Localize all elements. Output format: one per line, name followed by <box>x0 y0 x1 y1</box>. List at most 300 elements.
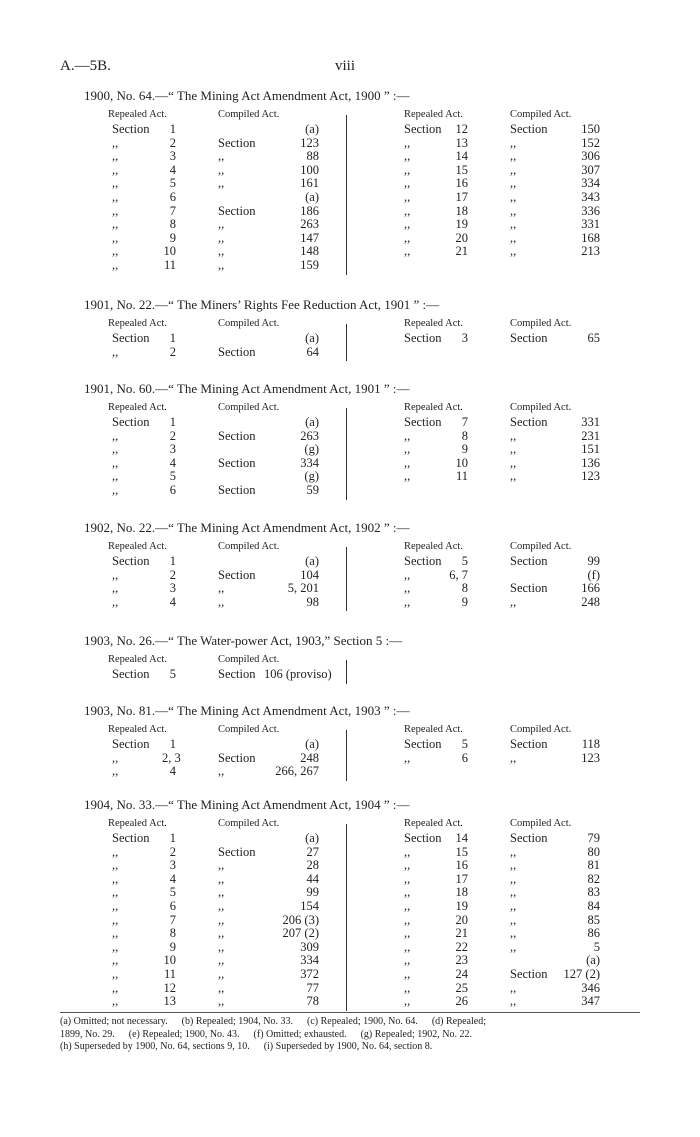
compiled-section-value: 123 <box>581 469 600 484</box>
compiled-section-value: 306 <box>581 149 600 164</box>
table-row <box>104 738 344 752</box>
compiled-section-value: 159 <box>300 257 319 272</box>
table-row <box>104 218 344 232</box>
table-row <box>402 873 632 887</box>
repealed-section-number: 13 <box>455 135 468 150</box>
compiled-section-value: 127 (2) <box>563 966 600 981</box>
compiled-section-value: 147 <box>300 230 319 245</box>
table-row <box>104 150 344 164</box>
right-half-table <box>402 818 632 1009</box>
compiled-section-value: 309 <box>300 939 319 954</box>
repealed-section-number: 21 <box>455 926 468 941</box>
compiled-section-label: Section <box>510 122 548 136</box>
left-half-table <box>104 541 344 609</box>
act-title: 1901, No. 22.—“ The Miners’ Rights Fee Reduction Act, 1901 ” :— <box>84 297 440 312</box>
compiled-section-value: 106 (proviso) <box>264 667 332 681</box>
column-divider <box>346 115 347 275</box>
repealed-section-label: ,, <box>112 257 119 272</box>
compiled-section-label: ,, <box>218 230 225 245</box>
compiled-section-label: ,, <box>510 885 517 900</box>
repealed-section-label: ,, <box>112 844 119 859</box>
repealed-section-number: 19 <box>455 217 468 232</box>
compiled-section-value: 334 <box>300 953 319 968</box>
column-divider <box>346 547 347 611</box>
compiled-section-label: ,, <box>510 149 517 164</box>
compiled-section-value: 186 <box>300 203 319 218</box>
compiled-section-value: 64 <box>306 344 319 359</box>
compiled-section-value: 152 <box>581 135 600 150</box>
repealed-section-number: 10 <box>163 244 176 259</box>
compiled-act-header: Compiled Act. <box>510 818 572 829</box>
table-row <box>104 137 344 151</box>
compiled-act-header: Compiled Act. <box>510 724 572 735</box>
compiled-section-value: 343 <box>581 189 600 204</box>
compiled-section-label: Section <box>510 581 548 596</box>
compiled-section-label: ,, <box>218 994 225 1009</box>
left-half-table <box>104 654 344 682</box>
compiled-section-value: 331 <box>581 415 600 429</box>
repealed-section-number: 7 <box>169 912 176 927</box>
footnote: (g) Repealed; 1902, No. 22. <box>360 1028 472 1040</box>
repealed-section-number: 12 <box>455 122 468 136</box>
repealed-section-number: 16 <box>455 858 468 873</box>
compiled-section-label: ,, <box>218 953 225 968</box>
compiled-section-label: ,, <box>218 581 225 596</box>
left-half-table <box>104 724 344 779</box>
compiled-act-header: Compiled Act. <box>510 402 572 413</box>
repealed-section-number: 8 <box>461 428 468 443</box>
compiled-section-value: (f) <box>587 567 600 582</box>
table-row <box>104 457 344 471</box>
act-title: 1904, No. 33.—“ The Mining Act Amendment Act, 1904 ” :— <box>84 797 410 812</box>
compiled-section-label: Section <box>218 844 256 859</box>
compiled-act-header: Compiled Act. <box>510 318 572 329</box>
compiled-section-value: 118 <box>581 737 600 751</box>
footnote-rule <box>60 1012 640 1013</box>
table-row <box>402 596 632 610</box>
repealed-section-number: 11 <box>163 966 176 981</box>
repealed-section-label: ,, <box>404 230 411 245</box>
table-row <box>402 416 632 430</box>
compiled-section-label: Section <box>218 344 256 359</box>
compiled-section-value: 206 (3) <box>282 912 319 927</box>
compiled-section-value: 331 <box>581 217 600 232</box>
compiled-section-label: ,, <box>218 149 225 164</box>
repealed-section-label: Section <box>404 554 442 568</box>
repealed-section-number: 20 <box>455 230 468 245</box>
compiled-section-value: 136 <box>581 455 600 470</box>
act-section <box>84 380 624 497</box>
compiled-section-value: 151 <box>581 442 600 457</box>
repealed-section-label: ,, <box>404 939 411 954</box>
repealed-section-label: ,, <box>404 844 411 859</box>
compiled-section-value: (a) <box>586 953 600 968</box>
repealed-section-label: ,, <box>112 455 119 470</box>
compiled-section-label: ,, <box>510 428 517 443</box>
repealed-section-label: ,, <box>112 469 119 484</box>
repealed-section-number: 1 <box>169 331 176 345</box>
table-row <box>402 859 632 873</box>
repealed-section-number: 21 <box>455 244 468 259</box>
repealed-section-label: Section <box>404 831 442 845</box>
footnote-line <box>60 1041 640 1054</box>
compiled-section-label: ,, <box>218 176 225 191</box>
compiled-section-value: 213 <box>581 244 600 259</box>
repealed-section-number: 2, 3 <box>162 750 181 765</box>
left-half-table <box>104 818 344 1009</box>
compiled-section-value: 88 <box>306 149 319 164</box>
table-row <box>402 430 632 444</box>
compiled-section-label: ,, <box>510 203 517 218</box>
compiled-section-value: (a) <box>305 415 319 429</box>
footnote-line <box>60 1029 640 1042</box>
repealed-section-number: 5 <box>461 554 468 568</box>
repealed-section-label: ,, <box>404 469 411 484</box>
repealed-section-label: ,, <box>404 594 411 609</box>
compiled-section-label: ,, <box>510 189 517 204</box>
column-divider <box>346 408 347 500</box>
table-row <box>402 846 632 860</box>
compiled-act-header: Compiled Act. <box>510 541 572 552</box>
compiled-section-value: 207 (2) <box>282 926 319 941</box>
compiled-section-value: (a) <box>305 331 319 345</box>
right-half-table <box>402 109 632 259</box>
repealed-section-label: ,, <box>404 966 411 981</box>
compiled-section-label: ,, <box>510 455 517 470</box>
compiled-section-label: Section <box>510 554 548 568</box>
table-row <box>104 569 344 583</box>
compiled-section-value: (a) <box>305 737 319 751</box>
table-row <box>104 982 344 996</box>
table-row <box>104 873 344 887</box>
compiled-section-label: Section <box>218 203 256 218</box>
column-divider <box>346 324 347 361</box>
table-row <box>402 245 632 259</box>
compiled-section-value: 65 <box>587 331 600 345</box>
table-row <box>104 968 344 982</box>
compiled-section-label: ,, <box>218 912 225 927</box>
repealed-act-header: Repealed Act. <box>404 318 463 329</box>
repealed-act-header: Repealed Act. <box>404 724 463 735</box>
footnote: (b) Repealed; 1904, No. 33. <box>181 1016 294 1027</box>
compiled-section-label: ,, <box>218 926 225 941</box>
repealed-section-label: ,, <box>112 581 119 596</box>
repealed-section-label: ,, <box>404 912 411 927</box>
repealed-section-number: 4 <box>169 162 176 177</box>
repealed-section-label: Section <box>404 122 442 136</box>
compiled-section-value: (a) <box>305 554 319 568</box>
compiled-section-value: (a) <box>305 189 319 204</box>
act-section <box>84 796 624 1009</box>
compiled-section-label: ,, <box>510 871 517 886</box>
repealed-section-label: Section <box>112 667 150 681</box>
table-row <box>402 582 632 596</box>
table-row <box>104 205 344 219</box>
repealed-section-label: ,, <box>112 203 119 218</box>
repealed-section-label: ,, <box>112 953 119 968</box>
table-row <box>104 765 344 779</box>
repealed-section-label: ,, <box>404 567 411 582</box>
compiled-act-header: Compiled Act. <box>218 109 280 120</box>
compiled-section-label: ,, <box>510 594 517 609</box>
repealed-act-header: Repealed Act. <box>108 724 167 735</box>
repealed-section-label: ,, <box>112 980 119 995</box>
act-section <box>84 702 624 779</box>
repealed-section-number: 11 <box>163 257 176 272</box>
compiled-section-value: 82 <box>587 871 600 886</box>
column-headers <box>104 402 344 416</box>
repealed-act-header: Repealed Act. <box>404 109 463 120</box>
compiled-section-label: ,, <box>510 926 517 941</box>
repealed-section-number: 9 <box>169 939 176 954</box>
compiled-section-value: 83 <box>587 885 600 900</box>
compiled-act-header: Compiled Act. <box>218 541 280 552</box>
table-row <box>402 832 632 846</box>
compiled-section-label: Section <box>510 831 548 845</box>
table-row <box>402 914 632 928</box>
column-divider <box>346 730 347 781</box>
column-headers <box>104 818 344 832</box>
compiled-section-label: ,, <box>510 162 517 177</box>
repealed-section-number: 4 <box>169 871 176 886</box>
repealed-section-number: 1 <box>169 415 176 429</box>
compiled-act-header: Compiled Act. <box>218 318 280 329</box>
repealed-section-number: 8 <box>169 217 176 232</box>
table-row <box>104 332 344 346</box>
compiled-section-label: ,, <box>218 939 225 954</box>
column-headers <box>104 318 344 332</box>
compiled-section-value: 59 <box>306 482 319 497</box>
compiled-section-value: 81 <box>587 858 600 873</box>
repealed-section-label: ,, <box>112 428 119 443</box>
compiled-section-label: Section <box>218 482 256 497</box>
table-row <box>104 859 344 873</box>
table-row <box>402 886 632 900</box>
repealed-section-label: ,, <box>404 953 411 968</box>
compiled-act-header: Compiled Act. <box>218 724 280 735</box>
compiled-section-value: 154 <box>300 898 319 913</box>
compiled-section-label: ,, <box>218 162 225 177</box>
right-half-table <box>402 402 632 484</box>
repealed-section-label: ,, <box>112 189 119 204</box>
repealed-section-number: 3 <box>461 331 468 345</box>
repealed-section-number: 9 <box>169 230 176 245</box>
compiled-section-value: 231 <box>581 428 600 443</box>
column-headers <box>104 541 344 555</box>
table-row <box>104 484 344 498</box>
compiled-section-value: 263 <box>300 217 319 232</box>
table-row <box>104 995 344 1009</box>
footnote: (a) Omitted; not necessary. <box>60 1016 168 1027</box>
repealed-section-label: ,, <box>112 594 119 609</box>
left-half-table <box>104 109 344 273</box>
compiled-section-value: 5 <box>593 939 600 954</box>
repealed-section-number: 9 <box>461 594 468 609</box>
repealed-section-number: 2 <box>169 344 176 359</box>
compiled-section-label: Section <box>510 966 548 981</box>
compiled-section-value: 99 <box>306 885 319 900</box>
compiled-section-value: 166 <box>581 581 600 596</box>
repealed-section-label: ,, <box>112 176 119 191</box>
repealed-act-header: Repealed Act. <box>108 818 167 829</box>
act-section <box>84 87 624 272</box>
table-row <box>402 191 632 205</box>
compiled-section-label: Section <box>510 415 548 429</box>
repealed-act-header: Repealed Act. <box>108 318 167 329</box>
repealed-section-label: ,, <box>112 149 119 164</box>
repealed-section-label: ,, <box>404 926 411 941</box>
repealed-section-label: ,, <box>404 871 411 886</box>
act-section <box>84 519 624 609</box>
compiled-section-label: ,, <box>218 871 225 886</box>
compiled-section-label: ,, <box>218 885 225 900</box>
compiled-section-value: 84 <box>587 898 600 913</box>
compiled-section-value: 336 <box>581 203 600 218</box>
table-row <box>402 232 632 246</box>
repealed-section-number: 24 <box>455 966 468 981</box>
table-row <box>104 927 344 941</box>
column-headers <box>402 109 632 123</box>
footnotes <box>60 1012 640 1054</box>
footnote: (f) Omitted; exhausted. <box>253 1028 347 1040</box>
compiled-section-label: ,, <box>218 898 225 913</box>
compiled-section-label: ,, <box>218 217 225 232</box>
table-row <box>104 177 344 191</box>
repealed-section-number: 10 <box>455 455 468 470</box>
footnote: 1899, No. 29. <box>60 1028 115 1040</box>
repealed-section-label: ,, <box>112 162 119 177</box>
compiled-section-label: ,, <box>218 764 225 779</box>
table-row <box>402 569 632 583</box>
table-row <box>402 457 632 471</box>
repealed-section-number: 1 <box>169 554 176 568</box>
compiled-section-value: 100 <box>300 162 319 177</box>
compiled-section-value: 248 <box>300 750 319 765</box>
repealed-section-label: ,, <box>112 217 119 232</box>
compiled-section-label: Section <box>218 750 256 765</box>
repealed-section-number: 4 <box>169 455 176 470</box>
repealed-section-number: 5 <box>169 176 176 191</box>
repealed-section-label: ,, <box>404 189 411 204</box>
repealed-act-header: Repealed Act. <box>404 541 463 552</box>
repealed-section-number: 6, 7 <box>449 567 468 582</box>
column-divider <box>346 824 347 1011</box>
column-headers <box>402 818 632 832</box>
repealed-section-number: 5 <box>169 885 176 900</box>
repealed-section-number: 2 <box>169 844 176 859</box>
table-row <box>402 443 632 457</box>
repealed-section-label: Section <box>112 737 150 751</box>
repealed-section-number: 17 <box>455 871 468 886</box>
repealed-section-label: ,, <box>404 885 411 900</box>
table-row <box>402 968 632 982</box>
left-half-table <box>104 318 344 359</box>
compiled-section-value: 263 <box>300 428 319 443</box>
repealed-section-number: 5 <box>169 469 176 484</box>
repealed-section-number: 10 <box>163 953 176 968</box>
repealed-section-number: 15 <box>455 162 468 177</box>
compiled-section-value: 334 <box>581 176 600 191</box>
repealed-section-label: ,, <box>112 344 119 359</box>
compiled-section-label: ,, <box>510 442 517 457</box>
compiled-section-label: Section <box>218 455 256 470</box>
footnote: (e) Repealed; 1900, No. 43. <box>128 1028 240 1040</box>
table-row <box>104 430 344 444</box>
left-half-table <box>104 402 344 498</box>
table-row <box>104 191 344 205</box>
compiled-act-header: Compiled Act. <box>218 654 280 665</box>
compiled-section-label: ,, <box>510 750 517 765</box>
compiled-section-label: ,, <box>510 939 517 954</box>
repealed-section-label: Section <box>112 554 150 568</box>
repealed-section-label: Section <box>112 831 150 845</box>
compiled-section-value: (g) <box>304 469 319 484</box>
repealed-section-label: ,, <box>112 871 119 886</box>
compiled-section-label: Section <box>218 567 256 582</box>
repealed-section-number: 25 <box>455 980 468 995</box>
repealed-section-label: ,, <box>112 230 119 245</box>
compiled-section-label: ,, <box>510 176 517 191</box>
repealed-act-header: Repealed Act. <box>404 818 463 829</box>
column-headers <box>402 541 632 555</box>
repealed-section-number: 3 <box>169 149 176 164</box>
page-reference: A.—5B. <box>60 58 111 74</box>
table-row <box>104 123 344 137</box>
table-row <box>402 982 632 996</box>
act-section <box>84 632 624 681</box>
compiled-section-value: 123 <box>300 135 319 150</box>
table-row <box>402 954 632 968</box>
footnote-line <box>60 1016 640 1029</box>
compiled-section-value: 266, 267 <box>275 764 319 779</box>
table-row <box>104 232 344 246</box>
compiled-section-value: 99 <box>587 554 600 568</box>
repealed-section-number: 6 <box>169 898 176 913</box>
act-title: 1902, No. 22.—“ The Mining Act Amendment Act, 1902 ” :— <box>84 520 410 535</box>
repealed-section-number: 17 <box>455 189 468 204</box>
compiled-section-value: 104 <box>300 567 319 582</box>
repealed-section-label: Section <box>404 331 442 345</box>
compiled-section-label: ,, <box>218 594 225 609</box>
repealed-section-label: ,, <box>112 482 119 497</box>
compiled-section-label: ,, <box>218 980 225 995</box>
repealed-section-label: ,, <box>404 898 411 913</box>
compiled-section-label: ,, <box>510 135 517 150</box>
repealed-section-label: ,, <box>404 203 411 218</box>
repealed-section-label: ,, <box>404 994 411 1009</box>
compiled-section-value: (g) <box>304 442 319 457</box>
repealed-section-number: 7 <box>461 415 468 429</box>
repealed-section-number: 6 <box>461 750 468 765</box>
repealed-section-label: ,, <box>112 858 119 873</box>
repealed-section-label: ,, <box>404 217 411 232</box>
table-row <box>104 259 344 273</box>
table-row <box>104 886 344 900</box>
compiled-section-label: ,, <box>218 244 225 259</box>
repealed-section-label: ,, <box>404 162 411 177</box>
compiled-section-value: 44 <box>306 871 319 886</box>
repealed-section-label: ,, <box>112 926 119 941</box>
compiled-section-value: (a) <box>305 122 319 136</box>
table-row <box>402 150 632 164</box>
column-headers <box>104 109 344 123</box>
repealed-section-number: 1 <box>169 122 176 136</box>
repealed-section-number: 6 <box>169 189 176 204</box>
repealed-section-label: ,, <box>404 428 411 443</box>
table-row <box>104 900 344 914</box>
act-title: 1903, No. 26.—“ The Water-power Act, 1903,” Section 5 :— <box>84 633 403 648</box>
compiled-section-label: ,, <box>510 912 517 927</box>
